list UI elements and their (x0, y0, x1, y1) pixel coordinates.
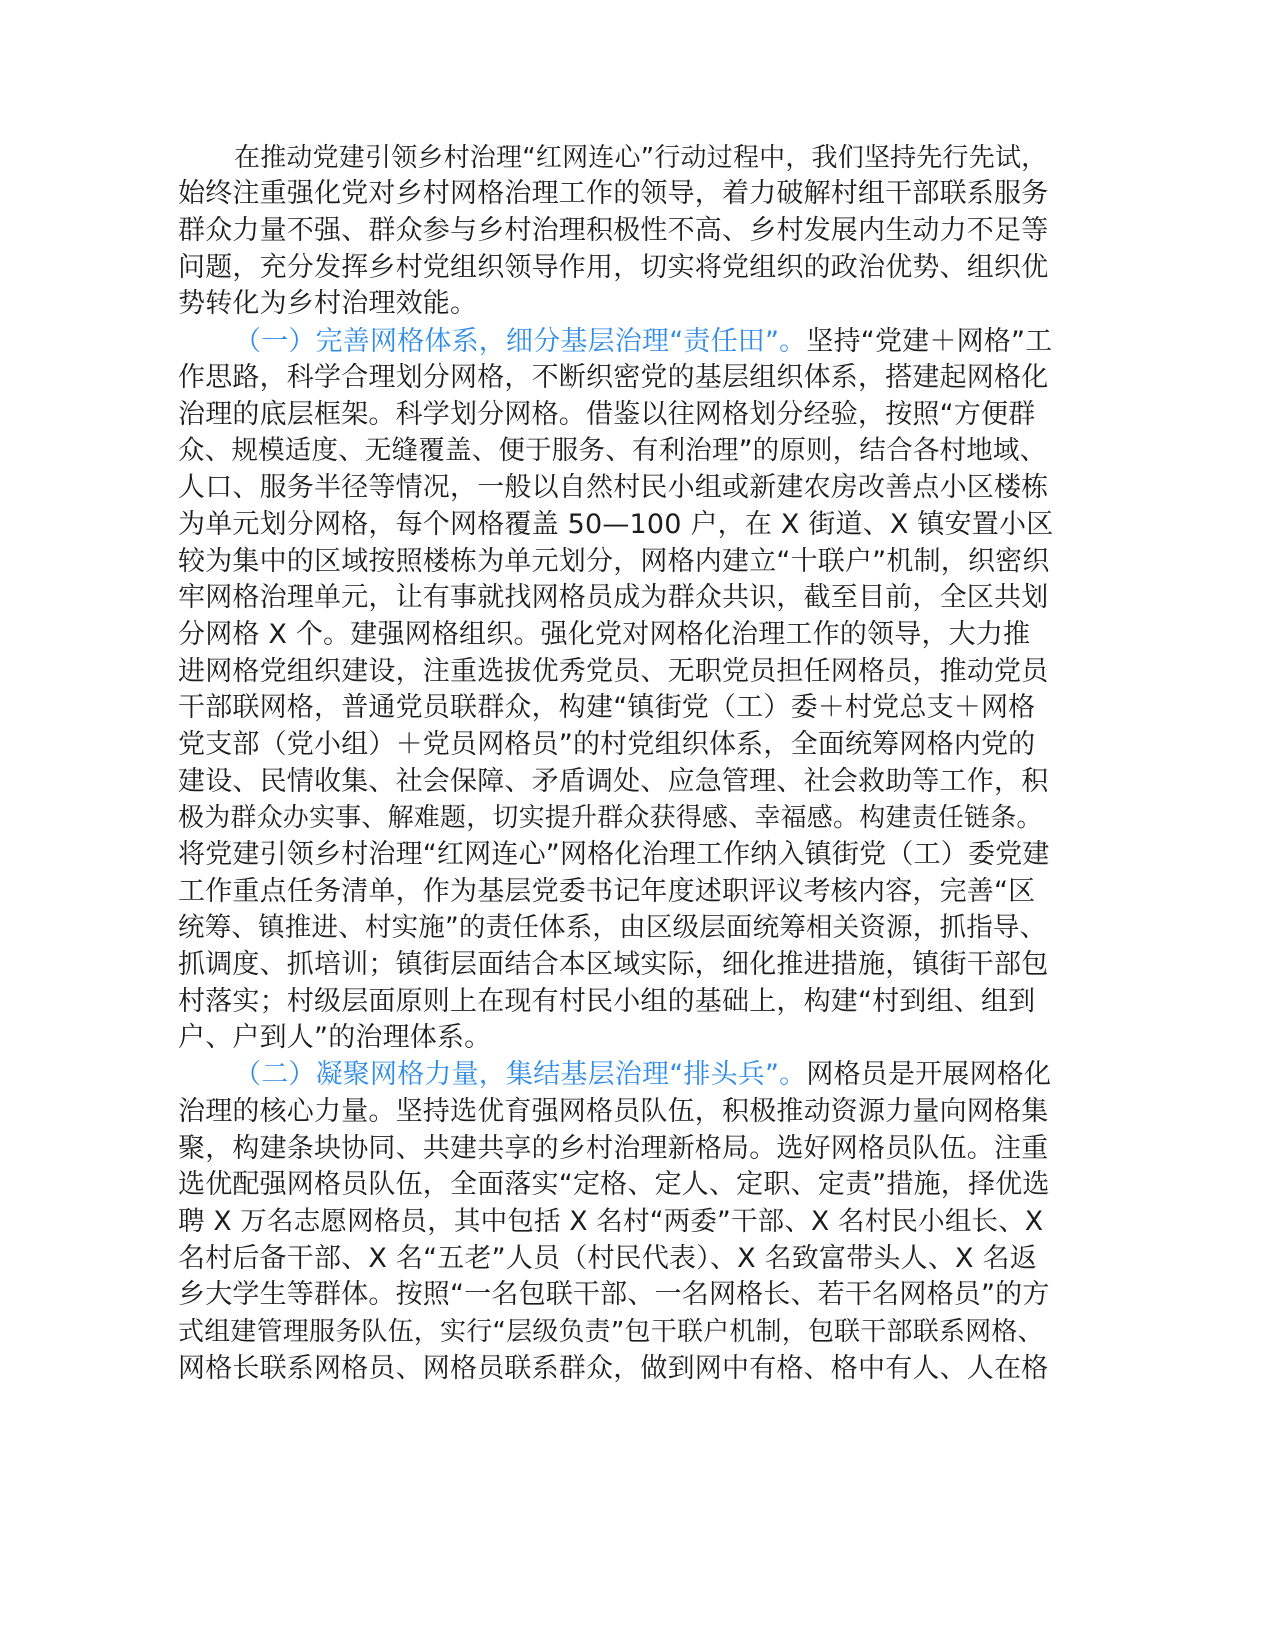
paragraph-line: 将党建引领乡村治理“红网连心”网格化治理工作纳入镇街党（工）委党建 (178, 839, 1050, 870)
paragraph-line: 为单元划分网格，每个网格覆盖 50—100 户，在 X 街道、X 镇安置小区 (178, 509, 1054, 540)
paragraph-line: 网格长联系网格员、网格员联系群众，做到网中有格、格中有人、人在格 (178, 1353, 1049, 1384)
paragraph-text: 坚持“党建＋网格”工 (806, 326, 1053, 357)
section-first-line (234, 324, 1052, 360)
paragraph-line: 党支部（党小组）＋党员网格员”的村党组织体系，全面统筹网格内党的 (178, 729, 1036, 760)
paragraph-line: 干部联网格，普通党员联群众，构建“镇街党（工）委＋村党总支＋网格 (178, 692, 1036, 723)
paragraph-line: 治理的核心力量。坚持选优育强网格员队伍，积极推动资源力量向网格集 (178, 1096, 1049, 1127)
section-first-line (234, 1057, 1051, 1093)
paragraph-line: 分网格 X 个。建强网格组织。强化党对网格化治理工作的领导，大力推 (178, 619, 1031, 650)
paragraph-line: 统筹、镇推进、村实施”的责任体系，由区级层面统筹相关资源，抓指导、 (178, 912, 1047, 943)
paragraph-line: 始终注重强化党对乡村网格治理工作的领导，着力破解村组干部联系服务 (178, 178, 1049, 209)
paragraph-line: 群众力量不强、群众参与乡村治理积极性不高、乡村发展内生动力不足等 (178, 215, 1049, 246)
paragraph-line: 作思路，科学合理划分网格，不断织密党的基层组织体系，搭建起网格化 (178, 362, 1049, 393)
paragraph-line: 牢网格治理单元，让有事就找网格员成为群众共识，截至目前，全区共划 (178, 582, 1049, 613)
paragraph-line: 抓调度、抓培训；镇街层面结合本区域实际，细化推进措施，镇街干部包 (178, 949, 1049, 980)
paragraph-line: 极为群众办实事、解难题，切实提升群众获得感、幸福感。构建责任链条。 (178, 803, 1043, 833)
paragraph-line: 进网格党组织建设，注重选拔优秀党员、无职党员担任网格员，推动党员 (178, 656, 1049, 687)
paragraph-line: 选优配强网格员队伍，全面落实“定格、定人、定职、定责”措施，择优选 (178, 1169, 1050, 1200)
paragraph-line: 聘 X 万名志愿网格员，其中包括 X 名村“两委”干部、X 名村民小组长、X (178, 1206, 1044, 1237)
paragraph-line: 工作重点任务清单，作为基层党委书记年度述职评议考核内容，完善“区 (178, 876, 1036, 907)
paragraph-text: 网格员是开展网格化 (806, 1059, 1052, 1090)
section-heading: （二）凝聚网格力量，集结基层治理“排头兵”。 (234, 1059, 807, 1090)
paragraph-line: 问题，充分发挥乡村党组织领导作用，切实将党组织的政治优势、组织优 (178, 252, 1049, 283)
paragraph-line: 乡大学生等群体。按照“一名包联干部、一名网格长、若干名网格员”的方 (178, 1279, 1050, 1310)
paragraph-line: 村落实；村级层面原则上在现有村民小组的基础上，构建“村到组、组到 (178, 986, 1036, 1017)
paragraph-line: 建设、民情收集、社会保障、矛盾调处、应急管理、社会救助等工作，积 (178, 766, 1049, 797)
paragraph-line: 聚，构建条块协同、共建共享的乡村治理新格局。选好网格员队伍。注重 (178, 1133, 1049, 1164)
paragraph-line: 户、户到人”的治理体系。 (178, 1022, 492, 1053)
paragraph-line: 治理的底层框架。科学划分网格。借鉴以往网格划分经验，按照“方便群 (178, 399, 1036, 430)
paragraph-line: 人口、服务半径等情况，一般以自然村民小组或新建农房改善点小区楼栋 (178, 472, 1049, 503)
paragraph-line: 式组建管理服务队伍，实行“层级负责”包干联户机制，包联干部联系网格、 (178, 1317, 1044, 1347)
paragraph-line: 势转化为乡村治理效能。 (178, 288, 478, 319)
paragraph-line: 在推动党建引领乡村治理“红网连心”行动过程中，我们坚持先行先试， (234, 143, 1048, 173)
document-page (178, 0, 1058, 1650)
paragraph-line: 众、规模适度、无缝覆盖、便于服务、有利治理”的原则，结合各村地域、 (178, 435, 1047, 466)
paragraph-line: 较为集中的区域按照楼栋为单元划分，网格内建立“十联户”机制，织密织 (178, 546, 1050, 577)
section-heading: （一）完善网格体系，细分基层治理“责任田”。 (234, 326, 807, 357)
paragraph-line: 名村后备干部、X 名“五老”人员（村民代表）、X 名致富带头人、X 名返 (178, 1243, 1037, 1274)
